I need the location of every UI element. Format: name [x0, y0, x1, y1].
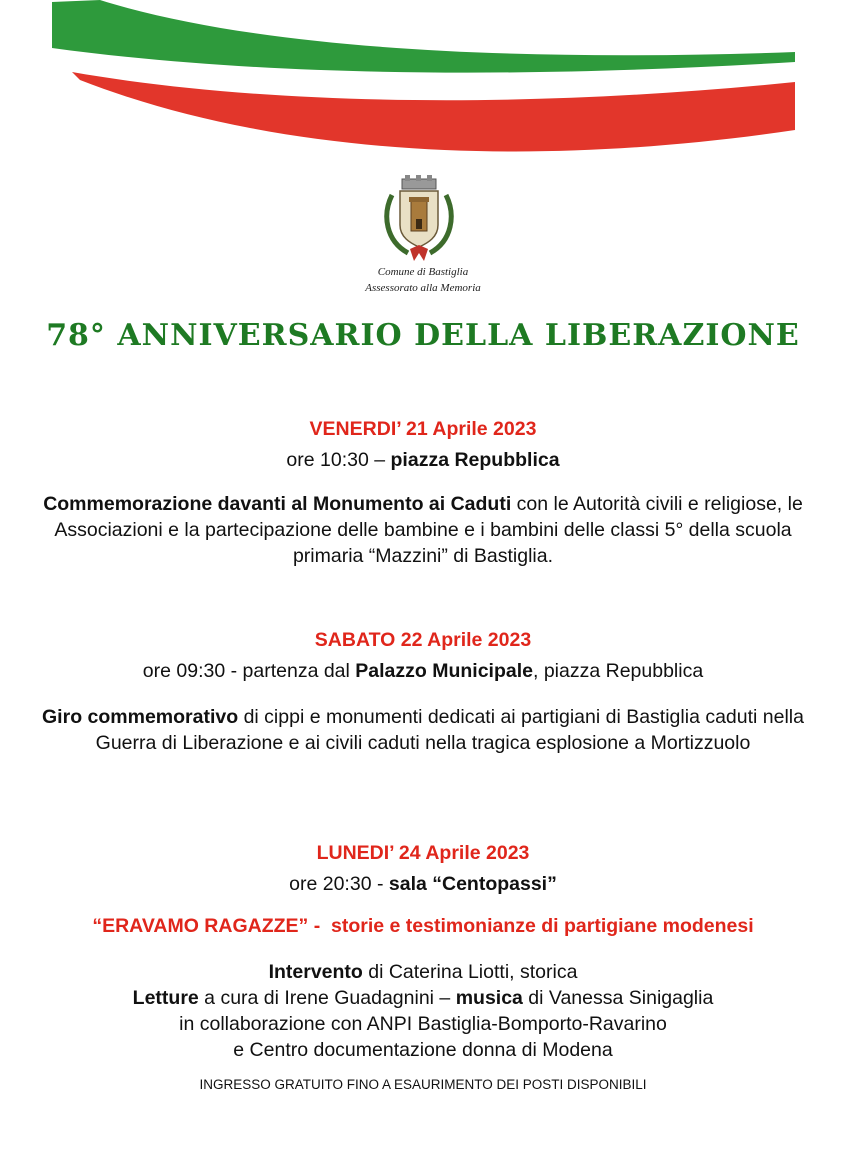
event2-description [30, 704, 816, 756]
event2-desc-bold: Giro commemorativo [42, 706, 239, 728]
assessorato-name: Assessorato alla Memoria [365, 282, 481, 294]
event1-desc-bold: Commemorazione davanti al Monumento ai Caduti [43, 493, 512, 515]
event3-l2a-text: a cura di Irene Guadagnini – [198, 987, 456, 1009]
event2-desc-text: di cippi e monumenti dedicati ai partigiani di Bastiglia caduti nella Guerra di Liberazione e ai civili caduti nella tragica esplosione a Mortizzuolo [95, 706, 804, 754]
event3-l2-bold2: musica [455, 987, 523, 1009]
event3-line1 [0, 959, 846, 985]
event3-l1-text: di Caterina Liotti, storica [362, 961, 578, 983]
event3-l2-bold: Letture [132, 987, 199, 1009]
event1-desc-text: con le Autorità civili e religiose, le Associazioni e la partecipazione delle bambine e i bambini delle classi 5° della scuola primaria “Mazzini” di Bastiglia. [54, 493, 803, 567]
event1-time-place [0, 447, 846, 473]
event3-time-place [0, 871, 846, 897]
event3-l2b-text: di Vanessa Sinigaglia [522, 987, 714, 1009]
event3-date: LUNEDI’ 24 Aprile 2023 [316, 842, 530, 864]
event3-time: ore 20:30 - [289, 873, 389, 895]
event2-time: ore 09:30 - partenza dal [142, 660, 356, 682]
footer-note: INGRESSO GRATUITO FINO A ESAURIMENTO DEI POSTI DISPONIBILI [199, 1077, 647, 1092]
event3-line2 [0, 985, 846, 1011]
event2-date: SABATO 22 Aprile 2023 [314, 629, 532, 651]
event2-time-place [0, 658, 846, 684]
event3-l1-bold: Intervento [268, 961, 363, 983]
comune-name: Comune di Bastiglia [377, 266, 469, 278]
page-title: 78° ANNIVERSARIO DELLA LIBERAZIONE [46, 318, 800, 353]
event3-place: sala “Centopassi” [388, 873, 557, 895]
italian-flag-ribbon [0, 0, 846, 170]
event2-place: Palazzo Municipale [355, 660, 533, 682]
event2-place-after: , piazza Repubblica [533, 660, 704, 682]
coat-of-arms-icon [378, 175, 460, 265]
event1-place: piazza Repubblica [390, 449, 560, 471]
event1-date: VENERDI’ 21 Aprile 2023 [309, 418, 537, 440]
event3-subtitle: “ERAVAMO RAGAZZE” - storie e testimonianze di partigiane modenesi [92, 915, 754, 937]
event3-line3: in collaborazione con ANPI Bastiglia-Bomporto-Ravarino [179, 1013, 667, 1035]
event3-line4: e Centro documentazione donna di Modena [233, 1039, 613, 1061]
event1-description [30, 491, 816, 569]
event1-time: ore 10:30 – [286, 449, 391, 471]
